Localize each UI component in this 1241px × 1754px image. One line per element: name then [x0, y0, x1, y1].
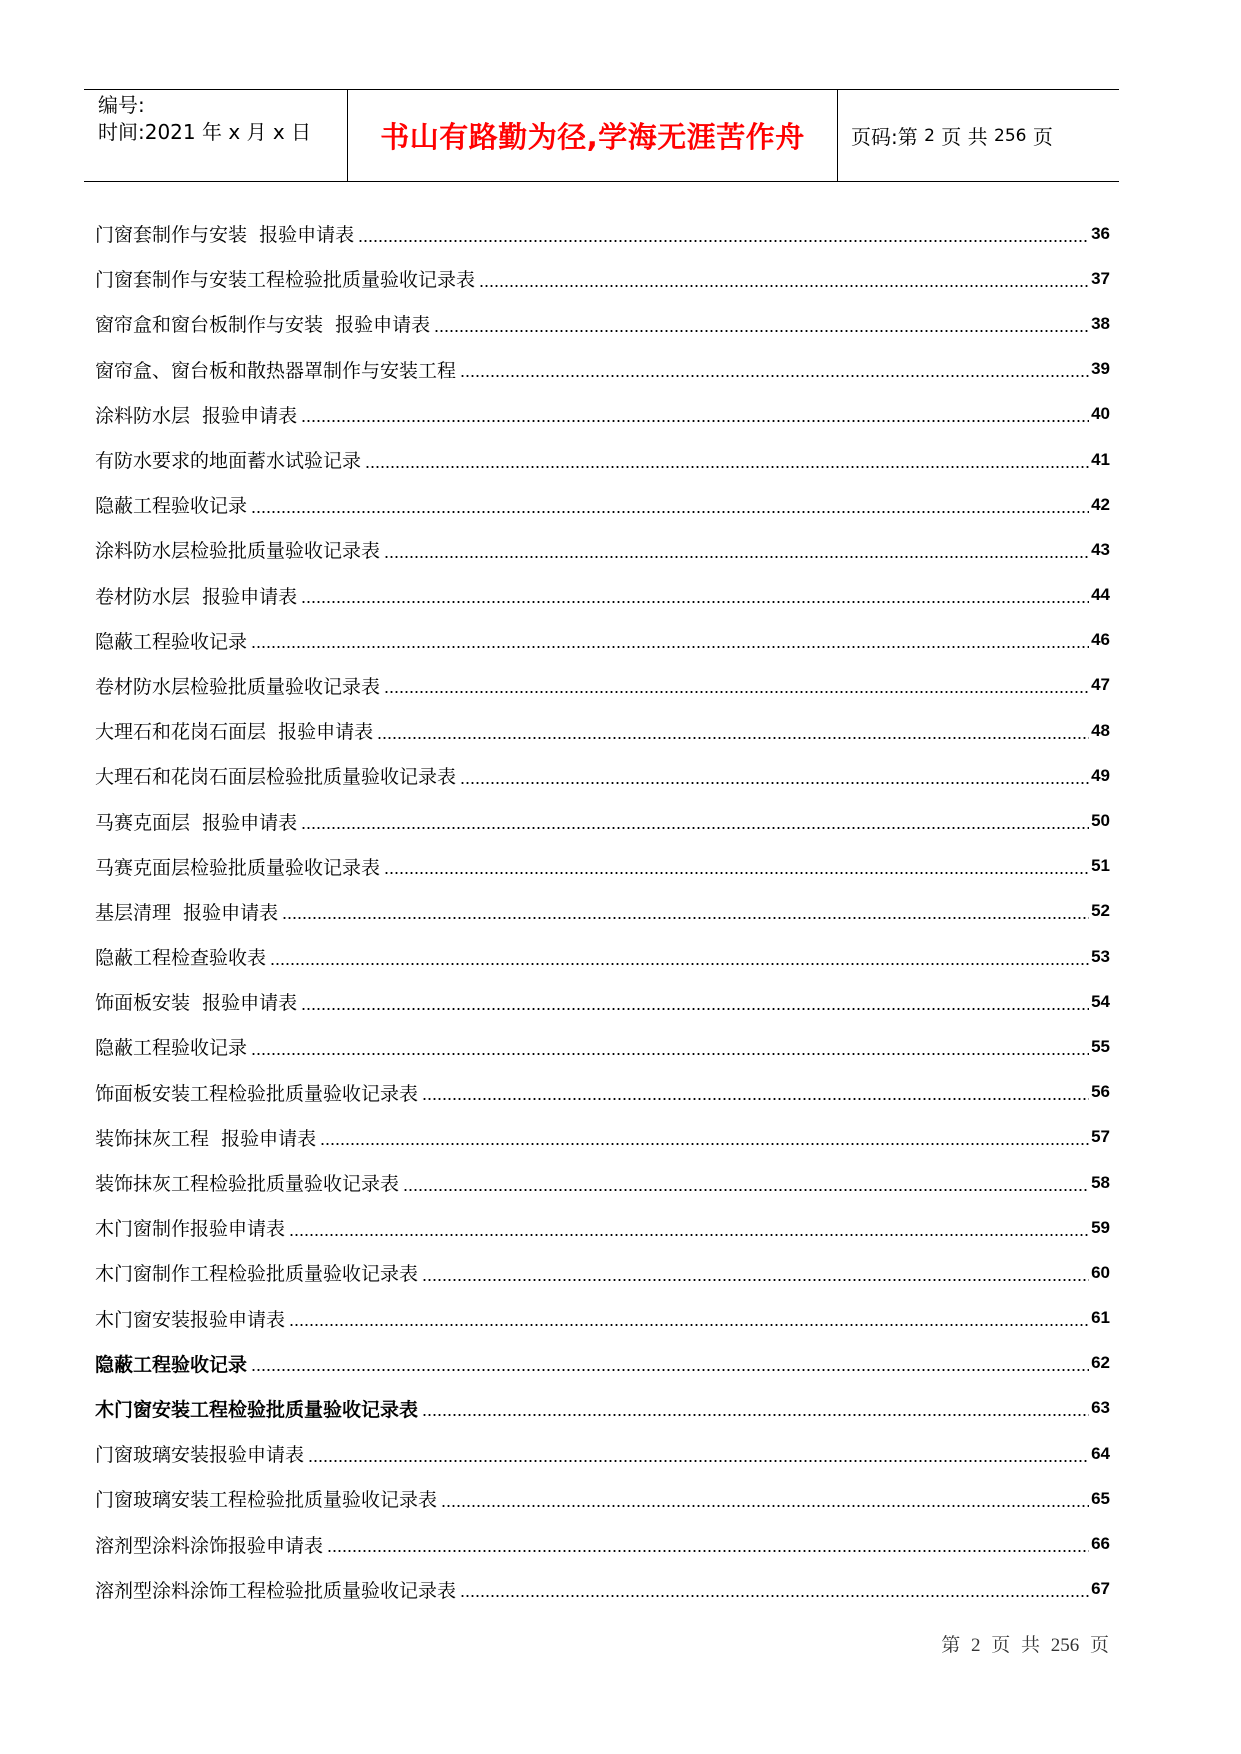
toc-dot-leader: [270, 952, 1089, 966]
toc-entry-page: 49: [1091, 765, 1110, 785]
toc-entry-page: 37: [1091, 268, 1110, 288]
toc-entry-page: 38: [1091, 313, 1110, 333]
toc-entry-page: 65: [1091, 1488, 1110, 1508]
toc-entry-page: 60: [1091, 1262, 1110, 1282]
header-motto: 书山有路勤为径,学海无涯苦作舟: [348, 90, 838, 181]
toc-entry[interactable]: [95, 1296, 1110, 1341]
page-current: 2: [924, 125, 935, 146]
toc-entry[interactable]: [95, 708, 1110, 753]
page-header: [84, 89, 1119, 182]
header-meta: [84, 90, 348, 181]
toc-entry-title: 大理石和花岗石面层 报验申请表: [95, 721, 374, 744]
toc-dot-leader: [301, 409, 1089, 423]
toc-dot-leader: [308, 1449, 1089, 1463]
toc-entry[interactable]: [95, 798, 1110, 843]
page-prefix: 页码:第: [851, 125, 925, 149]
toc-entry-page: 36: [1091, 223, 1110, 243]
toc-dot-leader: [441, 1494, 1089, 1508]
toc-entry-page: 67: [1091, 1579, 1110, 1599]
toc-entry-title: 溶剂型涂料涂饰报验申请表: [95, 1534, 324, 1557]
toc-entry[interactable]: [95, 527, 1110, 572]
toc-entry-title: 门窗套制作与安装工程检验批质量验收记录表: [95, 269, 476, 292]
toc-entry-title: 门窗玻璃安装报验申请表: [95, 1444, 305, 1467]
toc-entry-title: 木门窗制作工程检验批质量验收记录表: [95, 1263, 419, 1286]
toc-entry[interactable]: [95, 1521, 1110, 1566]
toc-entry-title: 溶剂型涂料涂饰工程检验批质量验收记录表: [95, 1579, 457, 1602]
toc-entry[interactable]: [95, 347, 1110, 392]
toc-entry[interactable]: [95, 211, 1110, 256]
toc-dot-leader: [358, 229, 1089, 243]
toc-dot-leader: [479, 274, 1089, 288]
toc-dot-leader: [327, 1539, 1089, 1553]
toc-entry-page: 52: [1091, 901, 1110, 921]
toc-entry[interactable]: [95, 753, 1110, 798]
toc-entry-page: 44: [1091, 585, 1110, 605]
toc-entry-page: 43: [1091, 539, 1110, 559]
toc-entry-page: 59: [1091, 1217, 1110, 1237]
toc-entry-title: 有防水要求的地面蓄水试验记录: [95, 450, 362, 473]
toc-dot-leader: [365, 455, 1089, 469]
page-total: 256: [994, 125, 1027, 146]
toc-entry-title: 隐蔽工程验收记录: [95, 495, 248, 518]
toc-entry-title: 卷材防水层检验批质量验收记录表: [95, 675, 381, 698]
toc-entry-title: 木门窗制作报验申请表: [95, 1218, 286, 1241]
toc-entry[interactable]: [95, 889, 1110, 934]
toc-entry-title: 木门窗安装报验申请表: [95, 1308, 286, 1331]
toc-entry[interactable]: [95, 1115, 1110, 1160]
toc-entry[interactable]: [95, 392, 1110, 437]
toc-dot-leader: [460, 1584, 1089, 1598]
toc-dot-leader: [384, 861, 1089, 875]
toc-entry-page: 62: [1091, 1353, 1110, 1373]
toc-entry[interactable]: [95, 1070, 1110, 1115]
toc-entry[interactable]: [95, 1431, 1110, 1476]
toc-dot-leader: [320, 1132, 1089, 1146]
toc-entry-page: 58: [1091, 1172, 1110, 1192]
toc-entry[interactable]: [95, 1386, 1110, 1431]
toc-entry[interactable]: [95, 1205, 1110, 1250]
toc-entry-page: 42: [1091, 494, 1110, 514]
toc-entry[interactable]: [95, 934, 1110, 979]
document-time: 时间:2021 年 x 月 x 日: [98, 120, 312, 144]
toc-entry-page: 64: [1091, 1443, 1110, 1463]
toc-entry-title: 饰面板安装 报验申请表: [95, 992, 298, 1015]
toc-entry[interactable]: [95, 1476, 1110, 1521]
toc-entry[interactable]: [95, 663, 1110, 708]
toc-entry-page: 51: [1091, 856, 1110, 876]
toc-dot-leader: [289, 1313, 1089, 1327]
toc-entry[interactable]: [95, 573, 1110, 618]
toc-entry-title: 涂料防水层检验批质量验收记录表: [95, 540, 381, 563]
toc-entry[interactable]: [95, 437, 1110, 482]
toc-dot-leader: [377, 726, 1089, 740]
toc-dot-leader: [251, 500, 1089, 514]
toc-dot-leader: [384, 545, 1089, 559]
toc-entry-page: 54: [1091, 991, 1110, 1011]
toc-dot-leader: [384, 680, 1089, 694]
toc-entry-title: 装饰抹灰工程 报验申请表: [95, 1127, 317, 1150]
toc-entry-title: 隐蔽工程验收记录: [95, 630, 248, 653]
toc-entry-page: 48: [1091, 720, 1110, 740]
table-of-contents: [95, 211, 1110, 1612]
toc-entry-title: 隐蔽工程验收记录: [95, 1353, 248, 1376]
toc-dot-leader: [301, 816, 1089, 830]
toc-dot-leader: [301, 997, 1089, 1011]
toc-dot-leader: [422, 1403, 1089, 1417]
toc-entry-page: 55: [1091, 1036, 1110, 1056]
page-footer: 第 2 页 共 256 页: [941, 1635, 1109, 1656]
toc-entry-page: 53: [1091, 946, 1110, 966]
toc-entry[interactable]: [95, 844, 1110, 889]
toc-entry-page: 66: [1091, 1534, 1110, 1554]
toc-dot-leader: [460, 364, 1089, 378]
page-suffix: 页: [1026, 125, 1053, 149]
toc-dot-leader: [422, 1268, 1089, 1282]
toc-entry-page: 61: [1091, 1308, 1110, 1328]
toc-entry-title: 饰面板安装工程检验批质量验收记录表: [95, 1082, 419, 1105]
toc-entry-page: 46: [1091, 630, 1110, 650]
toc-entry-title: 大理石和花岗石面层检验批质量验收记录表: [95, 766, 457, 789]
toc-entry-page: 39: [1091, 359, 1110, 379]
toc-entry-title: 窗帘盒和窗台板制作与安装 报验申请表: [95, 314, 431, 337]
toc-entry-page: 50: [1091, 811, 1110, 831]
toc-entry-title: 装饰抹灰工程检验批质量验收记录表: [95, 1173, 400, 1196]
toc-entry[interactable]: [95, 256, 1110, 301]
toc-dot-leader: [289, 1223, 1089, 1237]
toc-entry-title: 基层清理 报验申请表: [95, 901, 279, 924]
toc-entry-title: 木门窗安装工程检验批质量验收记录表: [95, 1398, 419, 1421]
toc-entry-page: 63: [1091, 1398, 1110, 1418]
toc-entry-title: 隐蔽工程检查验收表: [95, 947, 267, 970]
toc-entry[interactable]: [95, 482, 1110, 527]
toc-dot-leader: [422, 1087, 1089, 1101]
toc-entry[interactable]: [95, 1341, 1110, 1386]
toc-entry-page: 57: [1091, 1127, 1110, 1147]
toc-entry[interactable]: [95, 1160, 1110, 1205]
toc-entry-title: 门窗玻璃安装工程检验批质量验收记录表: [95, 1489, 438, 1512]
toc-entry[interactable]: [95, 1567, 1110, 1612]
toc-entry[interactable]: [95, 1024, 1110, 1069]
toc-dot-leader: [403, 1178, 1089, 1192]
header-page-info: [838, 90, 1119, 181]
toc-dot-leader: [251, 1358, 1089, 1372]
toc-entry-title: 隐蔽工程验收记录: [95, 1037, 248, 1060]
toc-entry-title: 门窗套制作与安装 报验申请表: [95, 224, 355, 247]
toc-dot-leader: [282, 906, 1089, 920]
toc-entry[interactable]: [95, 618, 1110, 663]
toc-entry-title: 马赛克面层 报验申请表: [95, 811, 298, 834]
toc-entry-page: 40: [1091, 404, 1110, 424]
toc-entry-title: 马赛克面层检验批质量验收记录表: [95, 856, 381, 879]
toc-dot-leader: [434, 319, 1089, 333]
toc-entry-title: 窗帘盒、窗台板和散热器罩制作与安装工程: [95, 359, 457, 382]
toc-entry-page: 41: [1091, 449, 1110, 469]
page-mid: 页 共: [934, 125, 995, 149]
toc-entry[interactable]: [95, 979, 1110, 1024]
toc-dot-leader: [460, 771, 1089, 785]
document-number-label: 编号:: [98, 93, 145, 117]
toc-entry-page: 56: [1091, 1082, 1110, 1102]
toc-entry[interactable]: [95, 1250, 1110, 1295]
toc-dot-leader: [251, 635, 1089, 649]
toc-entry-page: 47: [1091, 675, 1110, 695]
toc-dot-leader: [301, 590, 1089, 604]
toc-dot-leader: [251, 1042, 1089, 1056]
toc-entry[interactable]: [95, 301, 1110, 346]
toc-entry-title: 卷材防水层 报验申请表: [95, 585, 298, 608]
toc-entry-title: 涂料防水层 报验申请表: [95, 404, 298, 427]
